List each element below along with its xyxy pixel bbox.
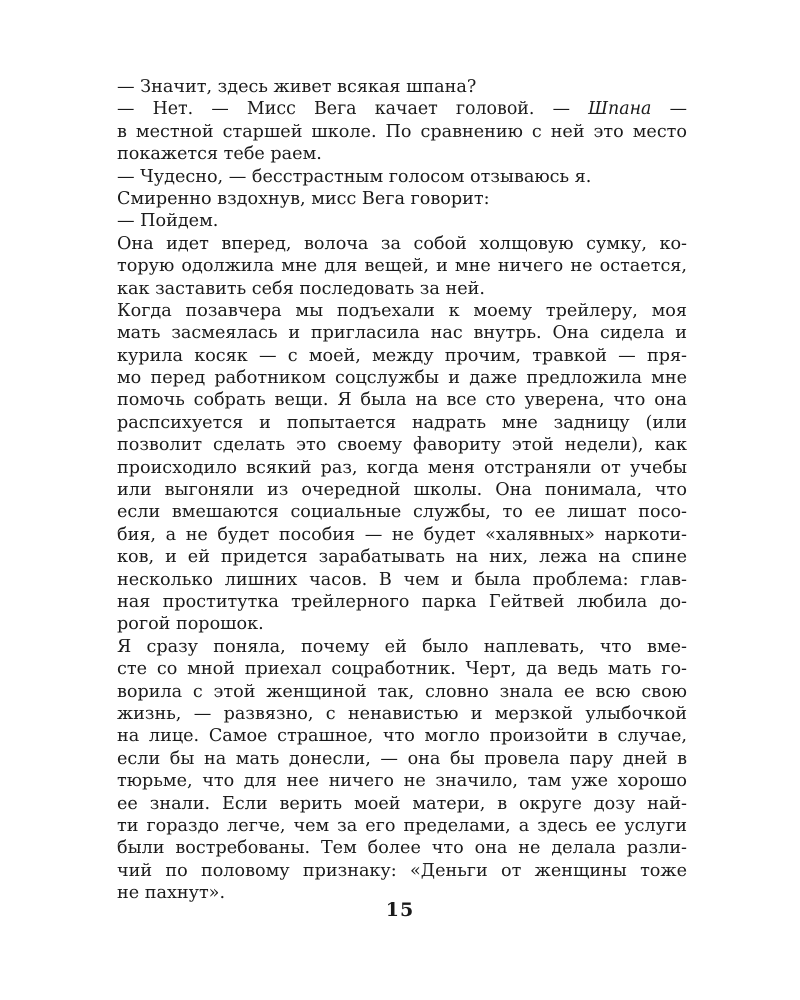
text-line: распсихуется и попытается надрать мне задницу (или xyxy=(117,412,687,433)
text-line: Я сразу поняла, почему ей было наплевать, что вме- xyxy=(117,636,687,657)
text-line: Она идет вперед, волоча за собой холщовую сумку, ко- xyxy=(117,233,687,254)
text-line: в местной старшей школе. По сравнению с ней это место xyxy=(117,121,687,142)
text-line: — Чудесно, — бесстрастным голосом отзываюсь я. xyxy=(117,166,592,187)
text-line: — Пойдем. xyxy=(117,211,219,232)
text-line: сте со мной приехал соцработник. Черт, да ведь мать го- xyxy=(117,659,687,680)
text-line: ти гораздо легче, чем за его пределами, а здесь ее услуги xyxy=(117,815,687,836)
text-line: происходило всякий раз, когда меня отстраняли от учебы xyxy=(117,457,687,478)
text-line: ворила с этой женщиной так, словно знала ее всю свою xyxy=(117,681,687,702)
text-line: если вмешаются социальные службы, то ее лишат посо- xyxy=(117,502,687,523)
text-line: были востребованы. Тем более что она не делала разли- xyxy=(117,838,687,859)
page-number: 15 xyxy=(385,899,415,921)
body-text xyxy=(117,76,687,904)
text-line: мать засмеялась и пригласила нас внутрь. Она сидела и xyxy=(117,323,687,344)
text-line: ная проститутка трейлерного парка Гейтвей любила до- xyxy=(117,591,687,612)
text-line: бия, а не будет пособия — не будет «халявных» наркоти- xyxy=(117,524,687,545)
text-line: ее знали. Если верить моей матери, в округе дозу най- xyxy=(117,793,687,814)
text-line: — Нет. — Мисс Вега качает головой. — Шпана — xyxy=(117,99,687,120)
text-line: на лице. Самое страшное, что могло произойти в случае, xyxy=(117,726,687,747)
text-line: если бы на мать донесли, — она бы провела пару дней в xyxy=(117,748,687,769)
text-line: как заставить себя последовать за ней. xyxy=(117,278,485,299)
text-line: позволит сделать это своему фавориту этой недели), как xyxy=(117,435,687,456)
text-line: курила косяк — с моей, между прочим, травкой — пря- xyxy=(117,345,687,366)
text-line: жизнь, — развязно, с ненавистью и мерзкой улыбочкой xyxy=(117,703,687,724)
text-line: ков, и ей придется зарабатывать на них, лежа на спине xyxy=(117,547,687,568)
emphasis: Шпана xyxy=(588,99,652,120)
text-line: тюрьме, что для нее ничего не значило, там уже хорошо xyxy=(117,771,687,792)
text-line: помочь собрать вещи. Я была на все сто уверена, что она xyxy=(117,390,687,411)
text-line: торую одолжила мне для вещей, и мне ничего не остается, xyxy=(117,256,687,277)
text-line: несколько лишних часов. В чем и была проблема: глав- xyxy=(117,569,687,590)
text-line: Смиренно вздохнув, мисс Вега говорит: xyxy=(117,188,490,209)
text-line: рогой порошок. xyxy=(117,614,264,635)
text-line: не пахнут». xyxy=(117,883,226,904)
text-line: покажется тебе раем. xyxy=(117,144,322,165)
text-line: Когда позавчера мы подъехали к моему трейлеру, моя xyxy=(117,300,687,321)
text-line: или выгоняли из очередной школы. Она понимала, что xyxy=(117,480,687,501)
text-line: чий по половому признаку: «Деньги от женщины тоже xyxy=(117,860,687,881)
text-line: мо перед работником соцслужбы и даже предложила мне xyxy=(117,368,687,389)
text-line: — Значит, здесь живет всякая шпана? xyxy=(117,77,477,97)
